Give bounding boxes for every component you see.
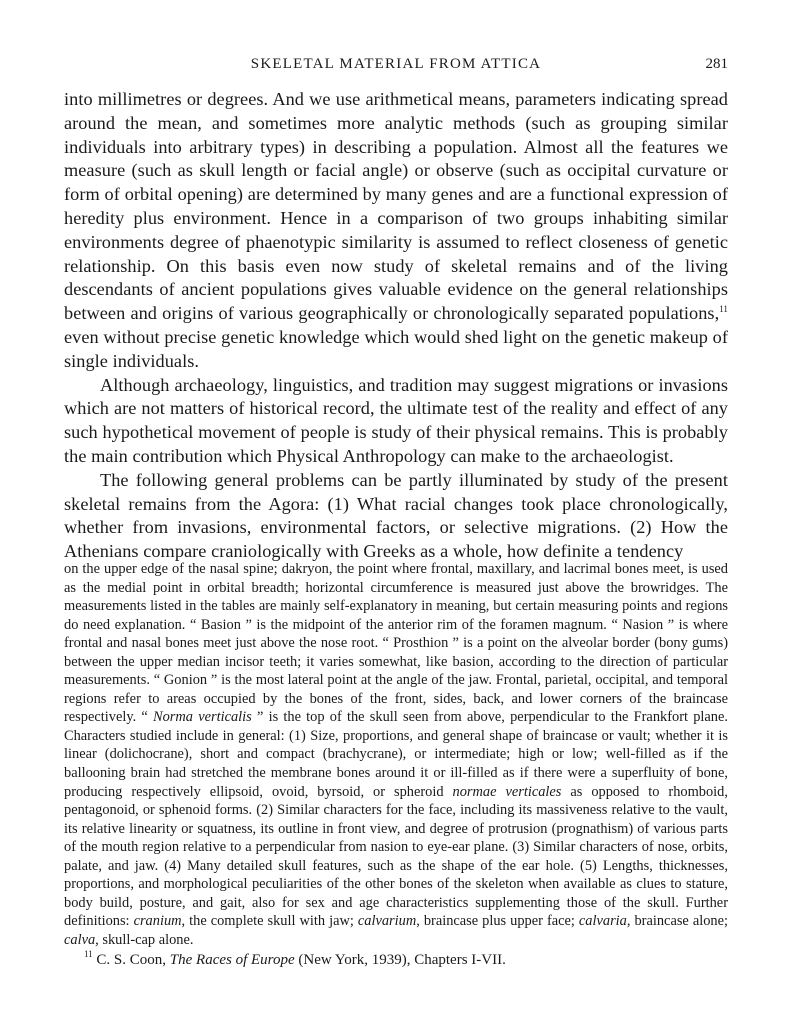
term-normae-verticales: normae verticales (452, 783, 562, 800)
paragraph-1-text-a: into millimetres or degrees. And we use arithmetical means, parameters indicating spread around the mean, and sometimes more analytic methods (such as grouping similar individuals into arbitrary types) in describing a population. Almost all the features we measure (such as skull length or facial angle) or observe (such as occipital curvature or form of orbital opening) are determined by many genes and are a functional expression of heredity plus environment. Hence in a comparison of two groups inhabiting similar environments degree of phaenotypic similarity is assumed to reflect closeness of genetic relationship. On this basis even now study of skeletal remains and of the living descendants of ancient populations gives valuable evidence on the general relationships between and origins of various geographically or chronologically separated populations, (64, 89, 728, 324)
footnotes (64, 560, 728, 970)
term-calva: calva (64, 931, 96, 948)
footnote-text: on the upper edge of the nasal spine; dakryon, the point where frontal, maxillary, and lacrimal bones meet, is used as the medial point in orbital breadth; horizontal circumference is measured just above the browridges. The measurements listed in the tables are mainly self-explanatory in meaning, but certain measuring points and regions do need explanation. “ Basion ” is the midpoint of the anterior rim of the foramen magnum. “ Nasion ” is where frontal and nasal bones meet just above the nose root. “ Prosthion ” is a point on the alveolar border (bony gums) between the upper median incisor teeth; it varies somewhat, like basion, according to the direction of particular measurements. “ Gonion ” is the most lateral point at the angle of the jaw. Frontal, parietal, occipital, and temporal regions refer to areas occupied by the bones of the front, sides, back, and lower corners of the braincase respectively. “ (64, 561, 728, 726)
footnote-11-book-title: The Races of Europe (169, 952, 295, 969)
paragraph-1 (64, 88, 728, 374)
footnote-text: , braincase plus upper face; (416, 913, 579, 930)
footnote-text: ” is the top of the skull seen from above, perpendicular to the Frankfort plane. Characters studied include in general: (1) Size, proportions, and general shape of braincase or vault; whether it is linear (dolichocrane), short and compact (brachycrane), or intermediate; high or low; well-filled as if the ballooning brain had stretched the membrane bones around it or ill-filled as if there were a superfluity of bone, producing respectively ellipsoid, ovoid, byrsoid, or spheroid (64, 709, 728, 800)
footnote-text: , braincase alone; (626, 913, 728, 930)
footnote-continued (64, 560, 728, 949)
running-header (64, 54, 728, 74)
footnote-11-number: 11 (84, 949, 93, 960)
page-number: 281 (705, 56, 728, 72)
footnote-text: , skull-cap alone. (95, 931, 194, 948)
footnote-text: , the complete skull with jaw; (181, 913, 358, 930)
paragraph-2: Although archaeology, linguistics, and tradition may suggest migrations or invasions which are not matters of historical record, the ultimate test of the reality and effect of any such hypothetical movement of people is study of their physical remains. This is probably the main contribution which Physical Anthropology can make to the archaeologist. (64, 374, 728, 466)
paragraph-1-text-b: even without precise genetic knowledge which would shed light on the genetic makeup of single individuals. (64, 326, 728, 371)
footnote-reference-11: 11 (719, 304, 728, 315)
term-cranium: cranium (133, 913, 182, 930)
term-norma-verticalis: Norma verticalis (153, 709, 252, 726)
main-text (64, 88, 728, 564)
footnote-11-details: (New York, 1939), Chapters I-VII. (294, 952, 506, 969)
footnote-text: as opposed to rhomboid, pentagonoid, or sphenoid forms. (2) Similar characters for the face, including its massiveness relative to the vault, its relative linearity or squatness, its outline in front view, and degree of protrusion (prognathism) of various parts of the mouth region relative to a perpendicular from nasion to eye-ear plane. (3) Similar characters of nose, orbits, palate, and jaw. (4) Many detailed skull features, such as the shape of the ear hole. (5) Lengths, thicknesses, proportions, and morphological peculiarities of the other bones of the skeleton when available as clues to stature, body build, posture, and gait, also for sex and age characteristics supplementing those of the skull. Further definitions: (64, 783, 728, 930)
paragraph-3: The following general problems can be partly illuminated by study of the present skeletal remains from the Agora: (1) What racial changes took place chronologically, whether from invasions, environmental factors, or selective migrations. (2) How the Athenians compare craniologically with Greeks as a whole, how definite a tendency (64, 469, 728, 562)
footnote-11-author: C. S. Coon, (92, 952, 170, 969)
running-title: SKELETAL MATERIAL FROM ATTICA (250, 56, 542, 72)
footnote-11 (64, 950, 728, 970)
term-calvarium: calvarium (357, 913, 417, 930)
term-calvaria: calvaria (578, 913, 627, 930)
